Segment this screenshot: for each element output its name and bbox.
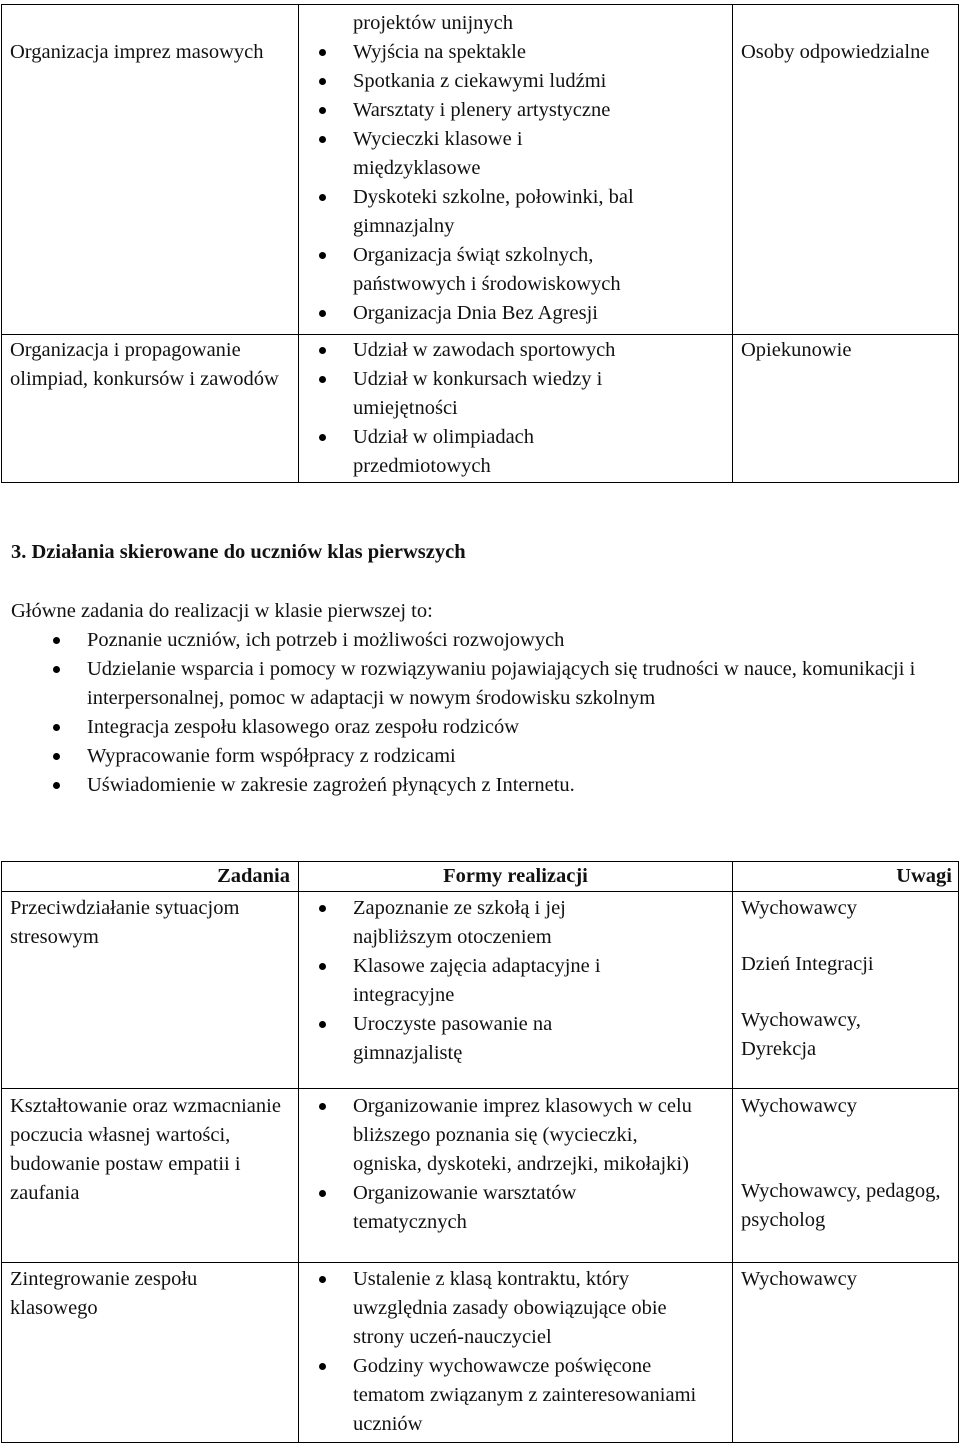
forms-list <box>299 894 732 1068</box>
list-item: Klasowe zajęcia adaptacyjne i integracyjne <box>299 952 673 1010</box>
activities-table <box>1 4 959 483</box>
list-item: Udział w olimpiadach przedmiotowych <box>299 423 603 481</box>
list-item: Udzielanie wsparcia i pomocy w rozwiązywaniu pojawiających się trudności w nauce, komunikacji i interpersonalnej, pomoc w adaptacji w nowym środowisku szkolnym <box>11 655 951 713</box>
forms-cell <box>299 335 733 483</box>
forms-cell <box>299 892 733 1089</box>
table-header-row <box>2 862 959 892</box>
responsible-text: Opiekunowie <box>741 339 852 361</box>
responsible-text: Osoby odpowiedzialne <box>741 41 930 63</box>
notes-cell <box>733 1263 959 1443</box>
list-item: Dyskoteki szkolne, połowinki, bal gimnazjalny <box>299 183 653 241</box>
responsible-cell <box>733 5 959 335</box>
list-item: Uświadomienie w zakresie zagrożeń płynących z Internetu. <box>11 771 951 800</box>
task-text: Organizacja imprez masowych <box>10 41 264 63</box>
list-item: Udział w zawodach sportowych <box>299 336 732 365</box>
goals-list <box>11 626 951 800</box>
notes-cell <box>733 892 959 1089</box>
section-intro: Główne zadania do realizacji w klasie pierwszej to: <box>11 600 433 622</box>
list-item: Godziny wychowawcze poświęcone tematom związanym z zainteresowaniami uczniów <box>299 1352 698 1439</box>
list-item: Organizacja świąt szkolnych, państwowych i środowiskowych <box>299 241 693 299</box>
list-item: Wycieczki klasowe i międzyklasowe <box>299 125 603 183</box>
note-text: Wychowawcy, Dyrekcja <box>741 1009 861 1060</box>
table-row <box>2 892 959 1089</box>
task-text: Kształtowanie oraz wzmacnianie poczucia własnej wartości, budowanie postaw empatii i zaufania <box>10 1095 281 1204</box>
list-item: Spotkania z ciekawymi ludźmi <box>299 67 732 96</box>
note-text: Wychowawcy, pedagog, psycholog <box>741 1180 941 1231</box>
forms-list <box>299 38 732 328</box>
header-forms: Formy realizacji <box>299 862 733 892</box>
forms-list <box>299 1265 732 1439</box>
table-row <box>2 1089 959 1263</box>
header-notes: Uwagi <box>733 862 959 892</box>
table-row <box>2 5 959 335</box>
responsible-cell <box>733 335 959 483</box>
note-text: Wychowawcy <box>741 897 858 919</box>
task-text: Organizacja i propagowanie olimpiad, konkursów i zawodów <box>10 339 279 390</box>
note-text: Wychowawcy <box>741 1095 858 1117</box>
forms-cell <box>299 5 733 335</box>
list-item: Organizowanie imprez klasowych w celu bliższego poznania się (wycieczki, ogniska, dyskoteki, andrzejki, mikołajki) <box>299 1092 698 1179</box>
list-item: Udział w konkursach wiedzy i umiejętności <box>299 365 673 423</box>
section-heading: 3. Działania skierowane do uczniów klas pierwszych <box>11 541 466 563</box>
note-text: Dzień Integracji <box>741 953 874 975</box>
list-item: Integracja zespołu klasowego oraz zespołu rodziców <box>11 713 951 742</box>
task-cell <box>2 5 299 335</box>
task-cell <box>2 1089 299 1263</box>
forms-cell <box>299 1089 733 1263</box>
list-item: Organizacja Dnia Bez Agresji <box>299 299 732 328</box>
list-item: Wypracowanie form współpracy z rodzicami <box>11 742 951 771</box>
list-item: Uroczyste pasowanie na gimnazjalistę <box>299 1010 613 1068</box>
forms-list <box>299 1092 732 1237</box>
task-cell <box>2 335 299 483</box>
list-item: Ustalenie z klasą kontraktu, który uwzględnia zasady obowiązujące obie strony uczeń-nauczyciel <box>299 1265 698 1352</box>
task-cell <box>2 1263 299 1443</box>
list-item-continuation: projektów unijnych <box>353 12 513 34</box>
list-item: Poznanie uczniów, ich potrzeb i możliwości rozwojowych <box>11 626 951 655</box>
task-text: Przeciwdziałanie sytuacjom stresowym <box>10 897 240 948</box>
table-row <box>2 335 959 483</box>
list-item: Wyjścia na spektakle <box>299 38 732 67</box>
forms-cell <box>299 1263 733 1443</box>
list-item: Organizowanie warsztatów tematycznych <box>299 1179 653 1237</box>
task-cell <box>2 892 299 1089</box>
task-text: Zintegrowanie zespołu klasowego <box>10 1268 198 1319</box>
first-grade-table <box>1 861 959 1443</box>
notes-cell <box>733 1089 959 1263</box>
note-text: Wychowawcy <box>741 1268 858 1290</box>
header-tasks: Zadania <box>2 862 299 892</box>
forms-list <box>299 336 732 481</box>
list-item: Warsztaty i plenery artystyczne <box>299 96 732 125</box>
list-item: Zapoznanie ze szkołą i jej najbliższym otoczeniem <box>299 894 633 952</box>
table-row <box>2 1263 959 1443</box>
